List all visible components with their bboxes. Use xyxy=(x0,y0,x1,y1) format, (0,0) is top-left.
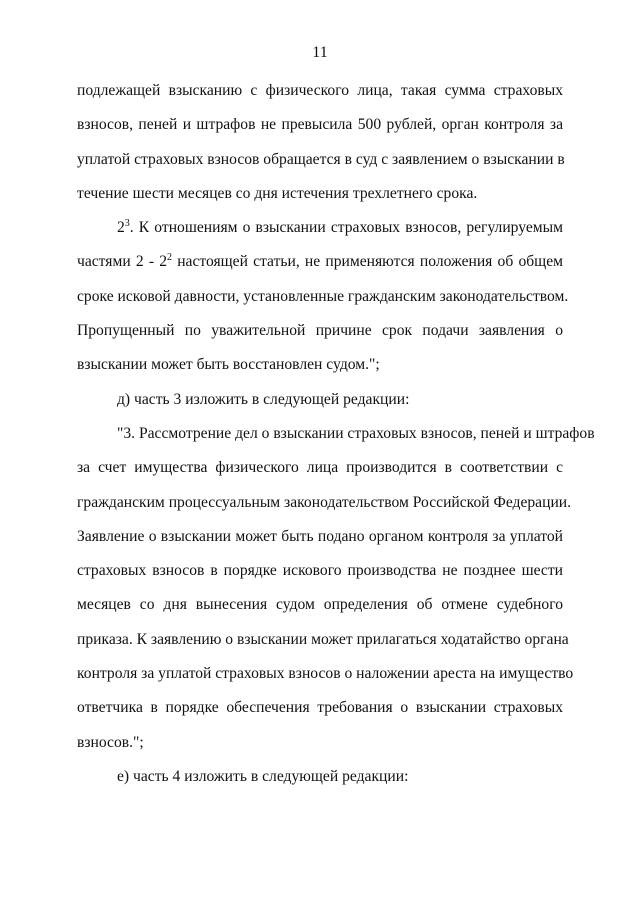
text-fragment: . К отношениям о взыскании страховых взносов, регулируемым xyxy=(129,219,563,237)
part-number-sup: 2 xyxy=(167,252,173,264)
text-line xyxy=(77,245,563,279)
text-line: уплатой страховых взносов обращается в суд с заявлением о взыскании в xyxy=(77,150,565,168)
section-number-sup: 3 xyxy=(124,218,130,230)
text-line: д) часть 3 изложить в следующей редакции: xyxy=(117,390,410,408)
text-line: контроля за уплатой страховых взносов о наложении ареста на имущество xyxy=(77,665,574,683)
text-line: сроке исковой давности, установленные гражданским законодательством. xyxy=(77,287,569,305)
text-fragment: настоящей статьи, не применяются положения об общем xyxy=(172,253,563,271)
text-line: взносов."; xyxy=(77,733,144,751)
text-line: Заявление о взыскании может быть подано органом контроля за уплатой xyxy=(77,527,563,545)
text-line: взыскании может быть восстановлен судом."; xyxy=(77,356,380,374)
text-line: страховых взносов в порядке искового производства не позднее шести xyxy=(77,562,563,580)
section-number: 2 xyxy=(117,219,125,237)
paragraph-item-e xyxy=(77,760,563,794)
paragraph-2-3 xyxy=(77,211,569,382)
text-line: е) часть 4 изложить в следующей редакции: xyxy=(117,767,409,785)
text-line: за счет имущества физического лица производится в соответствии с xyxy=(77,459,563,477)
text-line: течение шести месяцев со дня истечения трехлетнего срока. xyxy=(77,184,478,202)
text-line: подлежащей взысканию с физического лица, такая сумма страховых xyxy=(77,82,563,99)
paragraph-item-d xyxy=(77,383,563,417)
text-line: "3. Рассмотрение дел о взыскании страховых взносов, пеней и штрафов xyxy=(117,424,595,442)
text-line: месяцев со дня вынесения судом определения об отмене судебного xyxy=(77,596,563,614)
text-line: Пропущенный по уважительной причине срок подачи заявления о xyxy=(77,322,563,340)
text-line: приказа. К заявлению о взыскании может прилагаться ходатайство органа xyxy=(77,630,569,648)
text-line xyxy=(77,211,563,245)
text-line: взносов, пеней и штрафов не превысила 500 рублей, орган контроля за xyxy=(77,116,563,134)
text-line: ответчика в порядке обеспечения требования о взыскании страховых xyxy=(77,699,563,717)
document-body xyxy=(77,74,595,794)
paragraph-continuation xyxy=(77,74,563,211)
paragraph-part-3 xyxy=(77,417,595,760)
page-number: 11 xyxy=(312,44,328,61)
text-line: гражданским процессуальным законодательством Российской Федерации. xyxy=(77,493,572,511)
text-fragment: частями 2 - 2 xyxy=(77,253,168,271)
